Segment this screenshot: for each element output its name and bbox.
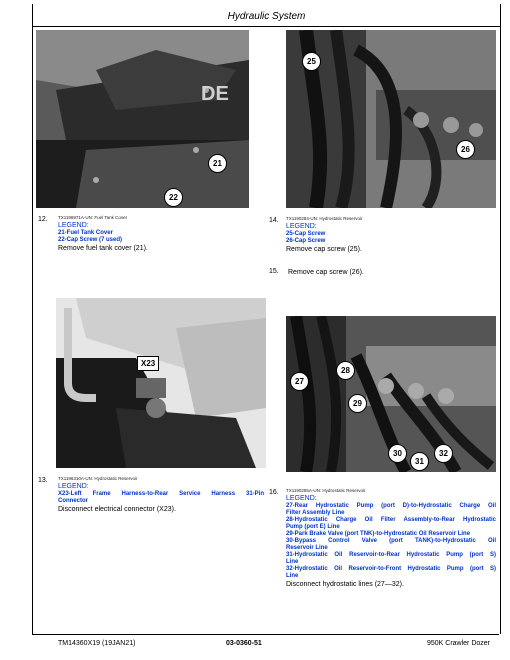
legend-title: LEGEND: [286,495,317,502]
step-14 [286,216,496,254]
step-number-13: 13. [38,477,48,484]
legend-item: 28-Hydrostatic Charge Oil Filter Assembly-to-Rear Hydrostatic [286,517,496,523]
callout-29: 29 [348,394,367,413]
callout-31: 31 [410,452,429,471]
legend-item: Line [286,573,299,579]
instruction: Remove cap screw (26). [288,269,364,276]
legend-item: Pump (port E) Line [286,524,340,530]
step-16 [286,488,496,589]
legend-title: LEGEND: [58,222,89,229]
legend-title: LEGEND: [286,223,317,230]
callout-26: 26 [456,140,475,159]
step-12 [58,215,248,253]
callout-x23: X23 [137,356,159,371]
photo-id: TX1190285A-UN: Hydrostatic Reservoir [286,488,366,493]
page-title: Hydraulic System [227,11,306,22]
step-number-15: 15. [269,268,279,275]
photo-id: TX1196971A-UN: Fuel Tank Cover [58,215,128,220]
page-header [32,4,501,27]
legend-item: 27-Rear Hydrostatic Pump (port D)-to-Hydrostatic Charge Oil [286,503,496,509]
legend-item: 32-Hydrostatic Oil Reservoir-to-Front Hydrostatic Pump (port S) [286,566,496,572]
legend-item: Filter Assembly Line [286,510,345,516]
legend-item: Connector [58,498,88,504]
brand-mark-text: DE [201,83,229,105]
footer-doc-id: TM14360X19 (19JAN21) [58,640,136,647]
instruction: Disconnect hydrostatic lines (27—32). [286,581,404,588]
photo-id: TX1196310A-UN: Hydrostatic Reservoir [58,476,138,481]
legend-title: LEGEND: [58,483,89,490]
legend-item: Reservoir Line [286,545,328,551]
step-number-12: 12. [38,216,48,223]
step-15 [288,268,488,277]
legend-item: 21-Fuel Tank Cover [58,230,113,236]
photo-hydrostatic-reservoir-cap-screws [286,30,496,208]
photo-id: TX1190284-UN: Hydrostatic Reservoir [286,216,363,221]
legend-item: 31-Hydrostatic Oil Reservoir-to-Rear Hydrostatic Pump (port S) [286,552,496,558]
step-13 [58,476,264,514]
instruction: Remove cap screw (25). [286,246,362,253]
footer-divider [32,634,499,635]
callout-27: 27 [290,372,309,391]
photo-electrical-connector [56,298,266,468]
legend-item: X23-Left Frame Harness-to-Rear Service Harness 31-Pin [58,491,264,497]
legend-item: 26-Cap Screw [286,238,326,244]
callout-28: 28 [336,361,355,380]
photo-fuel-tank-cover [36,30,249,208]
callout-32: 32 [434,444,453,463]
legend-item: 25-Cap Screw [286,231,326,237]
legend-item: 30-Bypass Control Valve (port TANK)-to-Hydrostatic Oil [286,538,496,544]
callout-22: 22 [164,188,183,207]
footer-machine-name: 950K Crawler Dozer [426,640,490,647]
legend-item: 22-Cap Screw (7 used) [58,237,123,243]
step-number-14: 14. [269,217,279,224]
legend-item: 29-Park Brake Valve (port TNK)-to-Hydrostatic Oil Reservoir Line [286,531,471,537]
legend-item: Line [286,559,299,565]
callout-30: 30 [388,444,407,463]
photo-hydrostatic-lines [286,316,496,472]
instruction: Remove fuel tank cover (21). [58,245,148,252]
step-number-16: 16. [269,489,279,496]
instruction: Disconnect electrical connector (X23). [58,506,176,513]
callout-21: 21 [208,154,227,173]
callout-25: 25 [302,52,321,71]
footer-page-number: 03-0360-51 [226,640,262,647]
